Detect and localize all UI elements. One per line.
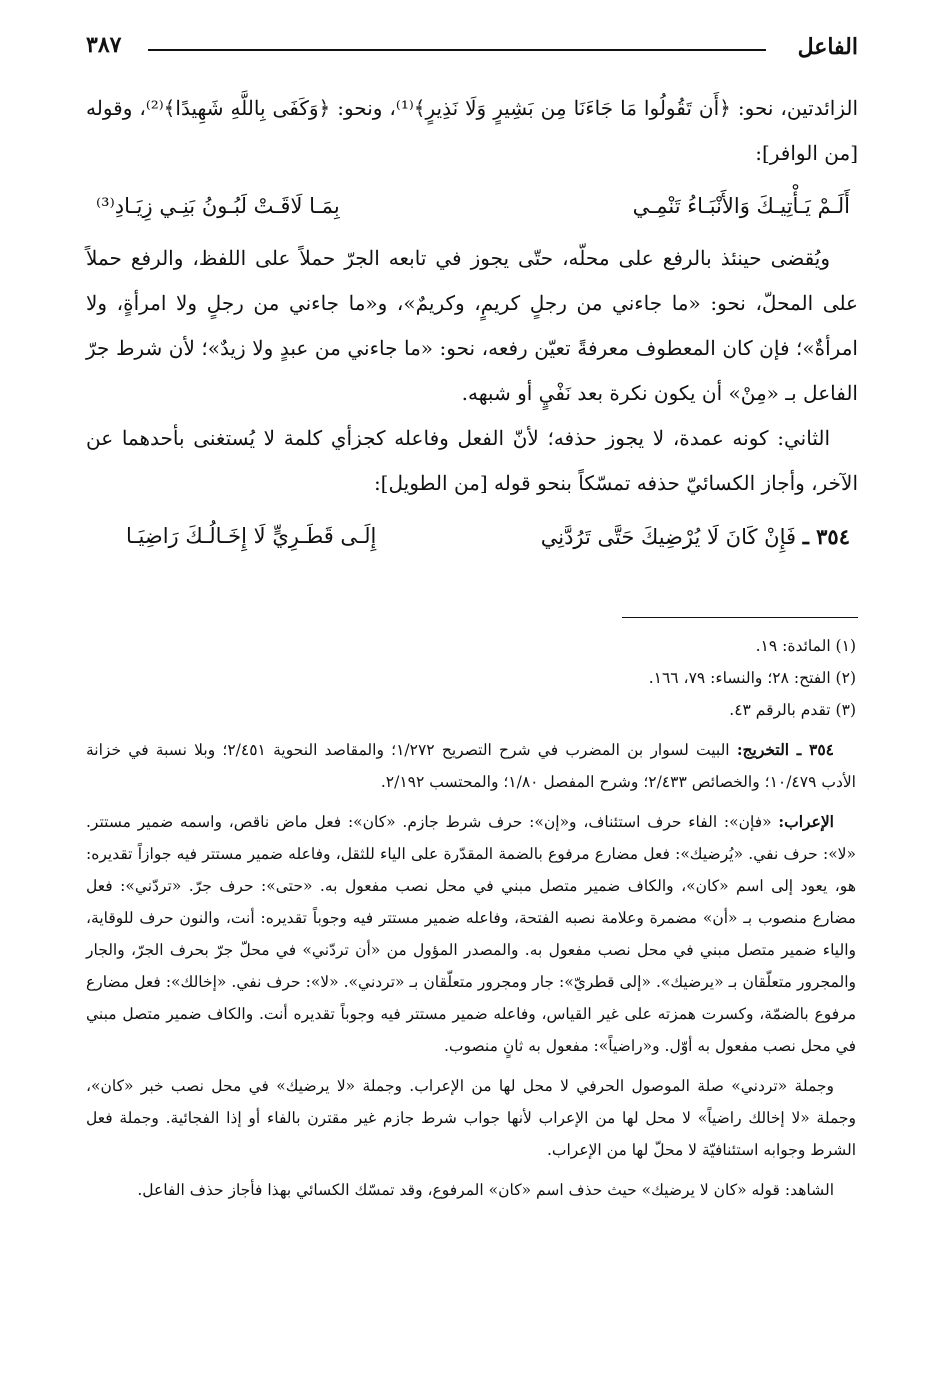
footnote-rule	[622, 617, 858, 618]
verse-1-hemistich-1: أَلَـمْ يَـأْتِيـكَ وَالأَنْبَـاءُ تَنْمِـي	[632, 194, 850, 218]
footnote-2: (٢) الفتح: ٢٨؛ والنساء: ٧٩، ١٦٦.	[648, 669, 856, 687]
footnote-3: (٣) تقدم بالرقم ٤٣.	[729, 701, 856, 719]
paragraph-3: الثاني: كونه عمدة، لا يجوز حذفه؛ لأنّ الفعل وفاعله كجزأي كلمة لا يُستغنى بأحدهما عن الآخر، وأجاز الكسائيّ حذفه تمسّكاً بنحو قوله [من الطويل]:	[86, 426, 858, 495]
verse-number: ٣٥٤ ـ	[802, 523, 850, 549]
running-title: الفاعل	[797, 34, 858, 60]
paragraph-2: ويُقضى حينئذ بالرفع على محلّه، حتّى يجوز في تابعه الجرّ حملاً على اللفظ، والرفع حملاً على المحلّ، نحو: «ما جاءني من رجلٍ كريمٍ، وكريمٌ»، و«ما جاءني من رجلٍ ولا امرأةٍ، ولا امرأةٌ»؛ فإن كان المعطوف معرفةً تعيّن رفعه، نحو: «ما جاءني من عبدٍ ولا زيدٌ»؛ لأن شرط جرّ الفاعل بـ «مِنْ» أن يكون نكرة بعد نَفْيٍ أو شبهه.	[86, 246, 858, 405]
verse-line-1	[86, 176, 858, 236]
verse-2-hemistich-1	[541, 524, 850, 549]
footnote-1: (١) المائدة: ١٩.	[755, 637, 856, 655]
paragraph-1: الزائدتين، نحو: ﴿أَن تَقُولُوا مَا جَاءَنَا مِن بَشِيرٍ وَلَا نَذِيرٍ﴾⁽¹⁾، ونحو: ﴿وَكَفَى بِاللَّهِ شَهِيدًا﴾⁽²⁾، وقوله [من الوافر]:	[86, 96, 859, 165]
verse-line-2	[86, 506, 858, 566]
verse-1-hemistich-2: بِمَـا لَاقَـتْ لَبُـونُ بَنِـي زِيَـادِ⁽³⁾	[96, 194, 340, 218]
page-number: ٣٨٧	[86, 32, 122, 58]
verse-2-hemistich-1-text: فَإِنْ كَانَ لَا يُرْضِيكَ حَتَّى تَرُدَّنِي	[540, 524, 796, 549]
irab-text: «فإن»: الفاء حرف استئناف، و«إن»: حرف شرط جازم. «كان»: فعل ماض ناقص، واسمه ضمير مستتر. «لا»: حرف نفي. «يُرضيك»: فعل مضارع مرفوع بالضمة المقدّرة على الياء للثقل، وفاعله ضمير مستتر فيه جوازاً تقديره: هو، يعود إلى اسم «كان»، والكاف ضمير متصل مبني في محل نصب مفعول به. «حتى»: حرف جرّ. «تردّني»: فعل مضارع منصوب بـ «أن» مضمرة وعلامة نصبه الفتحة، وفاعله ضمير مستتر فيه وجوباً تقديره: أنت، والنون حرف للوقاية، والياء ضمير متصل مبني في محل نصب مفعول به. والمصدر المؤول من «أن تردّني» في محلّ جرّ بحرف الجرّ، والجار والمجرور متعلّقان بـ «يرضيك». «إلى قطريّ»: جار ومجرور متعلّقان بـ «تردني». «لا»: حرف نفي. «إخالك»: فعل مضارع مرفوع بالضمّة، وكسرت همزته على غير القياس، وفاعله ضمير مستتر فيه وجوباً تقديره أنت. والكاف ضمير متصل مبني في محل نصب مفعول به أوّل. و«راضياً»: مفعول به ثانٍ منصوب.	[86, 813, 856, 1055]
shahid-note: الشاهد: قوله «كان لا يرضيك» حيث حذف اسم «كان» المرفوع، وقد تمسّك الكسائي بهذا فأجاز حذف الفاعل.	[137, 1181, 834, 1199]
takhrij-note	[86, 734, 856, 798]
jumla-note: وجملة «تردني» صلة الموصول الحرفي لا محل لها من الإعراب. وجملة «لا يرضيك» في محل نصب خبر «كان»، وجملة «لا إخالك راضياً» لا محل لها من الإعراب لأنها جواب شرط جازم غير مقترن بالفاء أو إذا الفجائية. وجملة فعل الشرط وجوابه استئنافيّة لا محلّ لها من الإعراب.	[86, 1077, 856, 1159]
header-rule	[148, 49, 766, 51]
footnotes	[86, 630, 856, 1206]
verse-2-hemistich-2: إِلَـى قَطَـرِيٍّ لَا إِخَـالُـكَ رَاضِيَـا	[126, 524, 377, 548]
page-header	[86, 30, 858, 70]
irab-note	[86, 806, 856, 1062]
irab-label: الإعراب:	[778, 812, 834, 831]
takhrij-label: ٣٥٤ ـ التخريج:	[736, 740, 834, 759]
takhrij-text: البيت لسوار بن المضرب في شرح التصريح ١/٢٧٢؛ والمقاصد النحوية ٢/٤٥١؛ وبلا نسبة في خزانة الأدب ١٠/٤٧٩؛ والخصائص ٢/٤٣٣؛ وشرح المفصل ١/٨٠؛ والمحتسب ٢/١٩٢.	[86, 741, 856, 791]
main-text	[86, 86, 858, 566]
